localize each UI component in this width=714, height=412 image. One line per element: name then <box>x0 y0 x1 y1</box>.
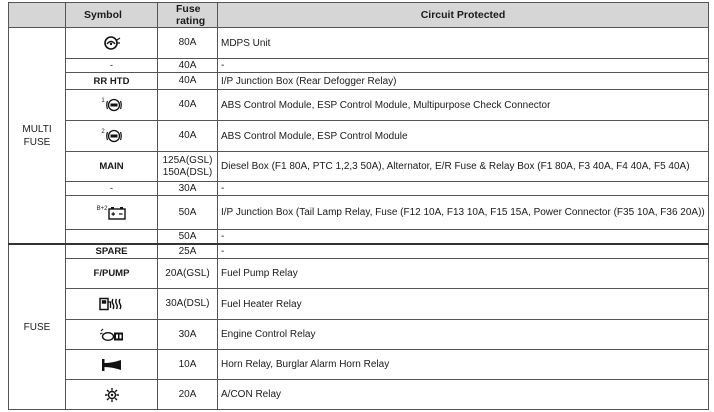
rating-cell <box>158 289 218 320</box>
circuit-cell: Fuel Heater Relay <box>218 289 709 320</box>
table-row <box>9 28 709 59</box>
table-row <box>9 380 709 410</box>
circuit-cell: Horn Relay, Burglar Alarm Horn Relay <box>218 350 709 380</box>
rating-cell <box>158 73 218 90</box>
rating-value: 40A <box>178 130 197 141</box>
circuit-cell: A/CON Relay <box>218 380 709 410</box>
battery-icon <box>108 206 126 220</box>
fuse-table-wrapper <box>8 2 709 410</box>
symbol-cell: SPARE <box>66 244 158 259</box>
group-multi-fuse <box>9 28 66 245</box>
rating-value: 40A <box>178 75 197 86</box>
symbol-cell <box>66 320 158 350</box>
rating-cell <box>158 380 218 410</box>
rating-value: 20A(GSL) <box>165 267 210 279</box>
header-group <box>9 3 66 28</box>
fuel-heater-icon <box>99 297 125 311</box>
table-row <box>9 289 709 320</box>
rating-value: 20A <box>178 388 197 400</box>
rating-value: 50A <box>178 230 197 242</box>
group-multi-line-1: MULTI <box>22 123 52 135</box>
rating-cell <box>158 182 218 196</box>
battery-superscript: B+2 <box>96 205 108 212</box>
table-row <box>9 182 709 196</box>
circuit-cell: Engine Control Relay <box>218 320 709 350</box>
symbol-cell: - <box>66 182 158 196</box>
rating-value: 25A <box>178 245 197 257</box>
rating-value: 10A <box>178 358 197 370</box>
rating-value: 80A <box>178 37 197 48</box>
symbol-cell: MAIN <box>66 152 158 182</box>
symbol-cell: F/PUMP <box>66 259 158 289</box>
rating-cell <box>158 320 218 350</box>
table-row <box>9 230 709 245</box>
circuit-cell: - <box>218 244 709 259</box>
rating-value: 150A(DSL) <box>162 166 213 178</box>
symbol-cell: RR HTD <box>66 73 158 90</box>
mdps-icon <box>103 36 121 50</box>
header-rating: Fuse rating <box>158 3 218 28</box>
symbol-cell <box>66 90 158 121</box>
circuit-cell: I/P Junction Box (Rear Defogger Relay) <box>218 73 709 90</box>
rating-value: 40A <box>178 99 197 110</box>
fuse-table <box>8 2 709 410</box>
symbol-cell: - <box>66 59 158 73</box>
rating-value: 30A(DSL) <box>165 298 210 309</box>
abs-1-icon <box>106 98 122 112</box>
table-row <box>9 59 709 73</box>
symbol-cell <box>66 230 158 245</box>
aircon-icon <box>104 387 120 403</box>
rating-value: 50A <box>178 206 197 218</box>
header-symbol: Symbol <box>66 3 158 28</box>
rating-value: 125A(GSL) <box>162 154 213 166</box>
table-row <box>9 244 709 259</box>
rating-value: 30A <box>178 182 197 194</box>
table-row <box>9 90 709 121</box>
engine-control-icon <box>99 328 125 342</box>
rating-value: 30A <box>178 328 197 340</box>
rating-cell <box>158 350 218 380</box>
rating-cell <box>158 28 218 59</box>
symbol-cell <box>66 289 158 320</box>
table-row <box>9 259 709 289</box>
circuit-cell: - <box>218 59 709 73</box>
symbol-cell <box>66 350 158 380</box>
abs-2-icon <box>106 129 122 143</box>
group-multi-line-2: FUSE <box>23 136 51 148</box>
rating-cell <box>158 59 218 73</box>
circuit-cell: - <box>218 182 709 196</box>
rating-cell <box>158 230 218 245</box>
circuit-cell: ABS Control Module, ESP Control Module <box>218 121 709 152</box>
group-fuse: FUSE <box>9 244 66 410</box>
circuit-cell: I/P Junction Box (Tail Lamp Relay, Fuse (F12 10A, F13 10A, F15 15A, Power Connector (F35 10A, F36 20A)) <box>218 196 709 230</box>
table-row <box>9 121 709 152</box>
symbol-cell <box>66 28 158 59</box>
table-row <box>9 350 709 380</box>
table-row <box>9 73 709 90</box>
header-row <box>9 3 709 28</box>
rating-cell <box>158 244 218 259</box>
abs-1-superscript: 1 <box>101 98 105 104</box>
rating-cell <box>158 259 218 289</box>
circuit-cell: Fuel Pump Relay <box>218 259 709 289</box>
rating-cell <box>158 152 218 182</box>
rating-value: 40A <box>178 59 197 71</box>
circuit-cell: - <box>218 230 709 245</box>
header-circuit: Circuit Protected <box>218 3 709 28</box>
abs-2-superscript: 2 <box>101 129 105 135</box>
circuit-cell: Diesel Box (F1 80A, PTC 1,2,3 50A), Alternator, E/R Fuse & Relay Box (F1 80A, F3 40A, F4 40A, F5 40A) <box>218 152 709 182</box>
symbol-cell <box>66 196 158 230</box>
symbol-cell <box>66 380 158 410</box>
rating-cell <box>158 121 218 152</box>
rating-cell <box>158 196 218 230</box>
circuit-cell: MDPS Unit <box>218 28 709 59</box>
table-row <box>9 320 709 350</box>
horn-icon <box>101 358 123 372</box>
symbol-cell <box>66 121 158 152</box>
table-row <box>9 196 709 230</box>
table-row <box>9 152 709 182</box>
circuit-cell: ABS Control Module, ESP Control Module, Multipurpose Check Connector <box>218 90 709 121</box>
rating-cell <box>158 90 218 121</box>
